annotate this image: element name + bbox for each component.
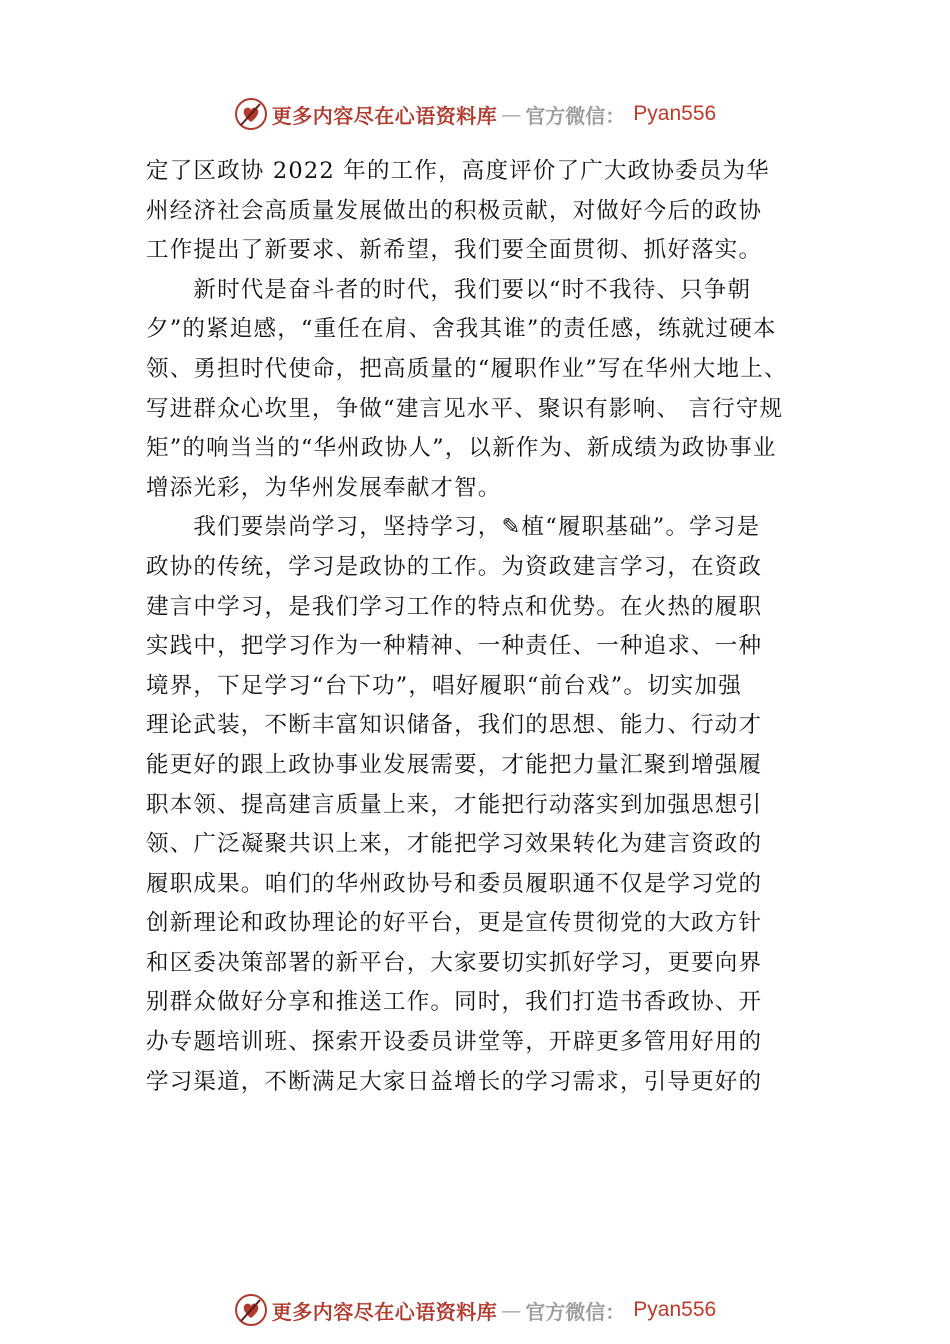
body-line: 职本领、提高建言质量上来，才能把行动落实到加强思想引 — [146, 791, 763, 818]
body-line: 矩”的响当当的“华州政协人”，以新作为、新成绩为政协事业 — [146, 435, 777, 462]
body-line: 境界，下足学习“台下功”，唱好履职“前台戏”。切实加强 — [146, 672, 742, 699]
body-line: 写进群众心坎里，争做“建言见水平、聚识有影响、 言行守规 — [146, 395, 784, 422]
heart-pen-logo-icon — [234, 1293, 268, 1327]
body-line: 政协的传统，学习是政协的工作。为资政建言学习，在资政 — [146, 553, 763, 580]
body-line: 定了区政协 2022 年的工作，高度评价了广大政协委员为华 — [146, 158, 770, 184]
wechat-id: Pyan556 — [633, 102, 717, 125]
site-name: 更多内容尽在心语资料库 — [271, 1299, 498, 1324]
header-watermark — [0, 94, 950, 134]
body-line: 工作提出了新要求、新希望，我们要全面贯彻、抓好落实。 — [146, 237, 763, 264]
body-line: 夕”的紧迫感，“重任在肩、舍我其谁”的责任感，练就过硬本 — [146, 316, 777, 343]
body-line: 学习渠道，不断满足大家日益增长的学习需求，引导更好的 — [146, 1068, 763, 1095]
body-line: 履职成果。咱们的华州政协号和委员履职通不仅是学习党的 — [146, 870, 763, 897]
body-line: 领、广泛凝聚共识上来，才能把学习效果转化为建言资政的 — [146, 831, 763, 858]
site-name: 更多内容尽在心语资料库 — [271, 103, 498, 128]
body-line: 别群众做好分享和推送工作。同时，我们打造书香政协、开 — [146, 989, 763, 1016]
separator: — — [501, 102, 522, 126]
body-line: 领、勇担时代使命，把高质量的“履职作业”写在华州大地上、 — [146, 355, 788, 382]
body-line: 实践中，把学习作为一种精神、一种责任、一种追求、一种 — [146, 633, 763, 660]
body-line: 建言中学习，是我们学习工作的特点和优势。在火热的履职 — [146, 593, 763, 620]
body-line: 和区委决策部署的新平台，大家要切实抓好学习，更要向界 — [146, 949, 763, 976]
wechat-label: 官方微信： — [525, 1299, 626, 1324]
body-line: 理论武装，不断丰富知识储备，我们的思想、能力、行动才 — [146, 712, 763, 739]
document-body — [146, 152, 836, 1102]
separator: — — [501, 1298, 522, 1322]
wechat-id: Pyan556 — [633, 1298, 717, 1321]
body-line: 办专题培训班、探索开设委员讲堂等，开辟更多管用好用的 — [146, 1029, 763, 1056]
body-line: 创新理论和政协理论的好平台，更是宣传贯彻党的大政方针 — [146, 910, 763, 937]
body-line: 我们要崇尚学习，坚持学习，✎植“履职基础”。学习是 — [146, 514, 761, 541]
body-line: 增添光彩，为华州发展奉献才智。 — [146, 474, 502, 501]
wechat-label: 官方微信： — [525, 103, 626, 128]
body-line: 新时代是奋斗者的时代，我们要以“时不我待、只争朝 — [146, 276, 752, 303]
heart-pen-logo-icon — [234, 97, 268, 131]
footer-watermark — [0, 1290, 950, 1330]
body-line: 能更好的跟上政协事业发展需要，才能把力量汇聚到增强履 — [146, 751, 763, 778]
body-line: 州经济社会高质量发展做出的积极贡献，对做好今后的政协 — [146, 197, 763, 224]
